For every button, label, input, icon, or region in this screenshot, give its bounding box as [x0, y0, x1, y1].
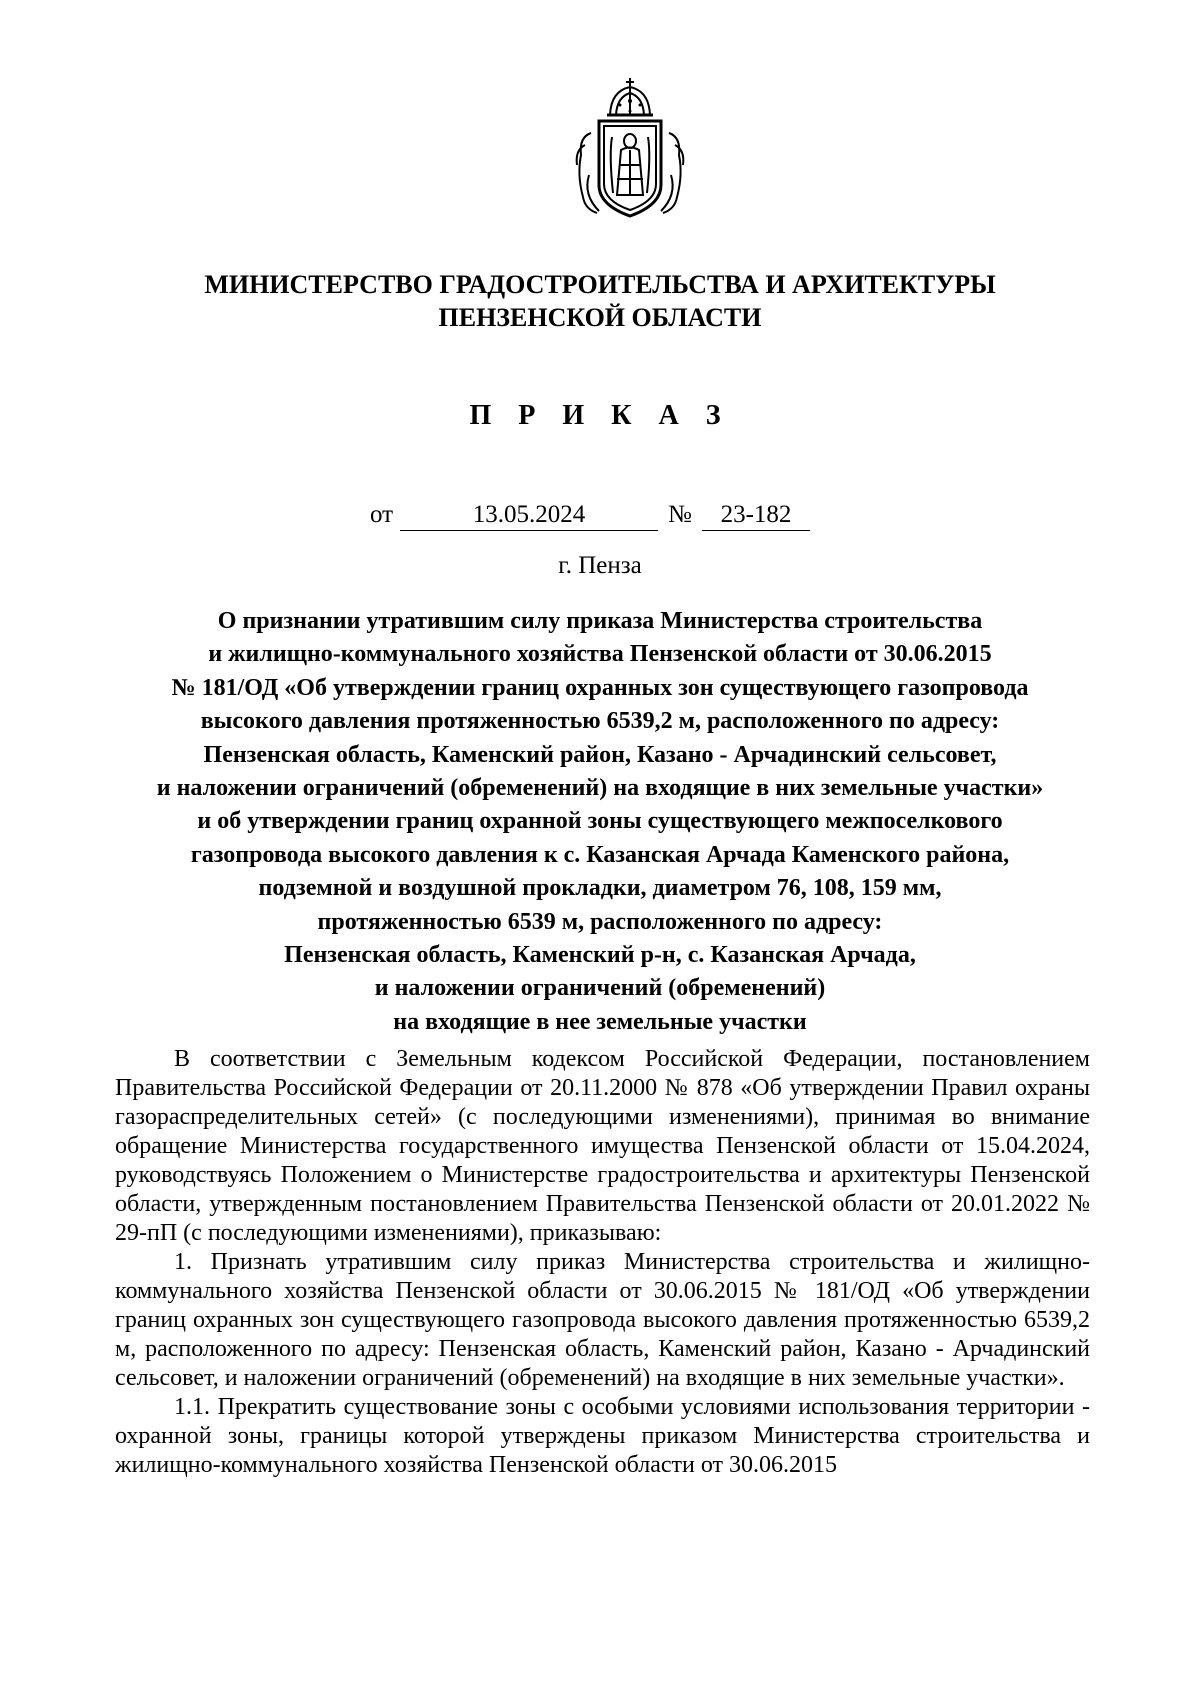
document-type-title: П Р И К А З: [469, 400, 731, 431]
clause-1-paragraph: 1. Признать утратившим силу приказ Министерства строительства и жилищно-коммунального хозяйства Пензенской области от 30.06.2015 № 181/ОД «Об утверждении границ охранных зон существующего газопровода высокого давления протяженностью 6539,2 м, расположенного по адресу: Пензенская область, Каменский район, Казано - Арчадинский сельсовет, и наложении ограничений (обременений) на входящие в них земельные участки».: [115, 1249, 1090, 1391]
document-date: 13.05.2024: [400, 500, 658, 531]
subject-line: на входящие в нее земельные участки: [393, 1008, 807, 1035]
date-prefix: от: [370, 501, 394, 528]
document-body: [115, 1045, 1090, 1480]
subject-line: и наложении ограничений (обременений): [374, 975, 826, 1002]
number-prefix: №: [668, 501, 692, 528]
ministry-name: [100, 268, 1100, 334]
ministry-name-line1: МИНИСТЕРСТВО ГРАДОСТРОИТЕЛЬСТВА И АРХИТЕКТУРЫ: [204, 270, 996, 299]
subject-line: высокого давления протяженностью 6539,2 м, расположенного по адресу:: [200, 708, 1000, 735]
subject-line: О признании утратившим силу приказа Министерства строительства: [217, 608, 983, 634]
subject-line: Пензенская область, Каменский район, Казано - Арчадинский сельсовет,: [203, 741, 997, 768]
subject-line: и жилищно-коммунального хозяйства Пензенской области от 30.06.2015: [208, 641, 992, 668]
subject-line: № 181/ОД «Об утверждении границ охранных зон существующего газопровода: [171, 674, 1029, 701]
subject-line: и об утверждении границ охранной зоны существующего межпоселкового: [197, 808, 1003, 835]
document-subject: [100, 605, 1100, 1039]
preamble-paragraph: В соответствии с Земельным кодексом Российской Федерации, постановлением Правительства Российской Федерации от 20.11.2000 № 878 «Об утверждении Правил охраны газораспределительных сетей» (с последующими изменениями), принимая во внимание обращение Министерства государственного имущества Пензенской области от 15.04.2024, руководствуясь Положением о Министерстве градостроительства и архитектуры Пензенской области, утвержденным постановлением Правительства Пензенской области от 20.01.2022 № 29-пП (с последующими изменениями), приказываю:: [115, 1046, 1090, 1246]
coat-of-arms-icon: [571, 75, 689, 221]
document-number: 23-182: [702, 500, 810, 531]
city: г. Пенза: [558, 552, 642, 579]
subject-line: газопровода высокого давления к с. Казанская Арчада Каменского района,: [190, 841, 1010, 868]
subject-line: Пензенская область, Каменский р-н, с. Казанская Арчада,: [284, 942, 916, 969]
clause-1-1-paragraph: 1.1. Прекратить существование зоны с особыми условиями использования территории - охранной зоны, границы которой утверждены приказом Министерства строительства и жилищно-коммунального хозяйства Пензенской области от 30.06.2015: [115, 1394, 1090, 1478]
subject-line: подземной и воздушной прокладки, диаметром 76, 108, 159 мм,: [258, 875, 942, 902]
subject-line: протяженностью 6539 м, расположенного по адресу:: [317, 908, 883, 935]
ministry-name-line2: ПЕНЗЕНСКОЙ ОБЛАСТИ: [438, 303, 762, 332]
subject-line: и наложении ограничений (обременений) на входящие в них земельные участки»: [156, 775, 1044, 802]
